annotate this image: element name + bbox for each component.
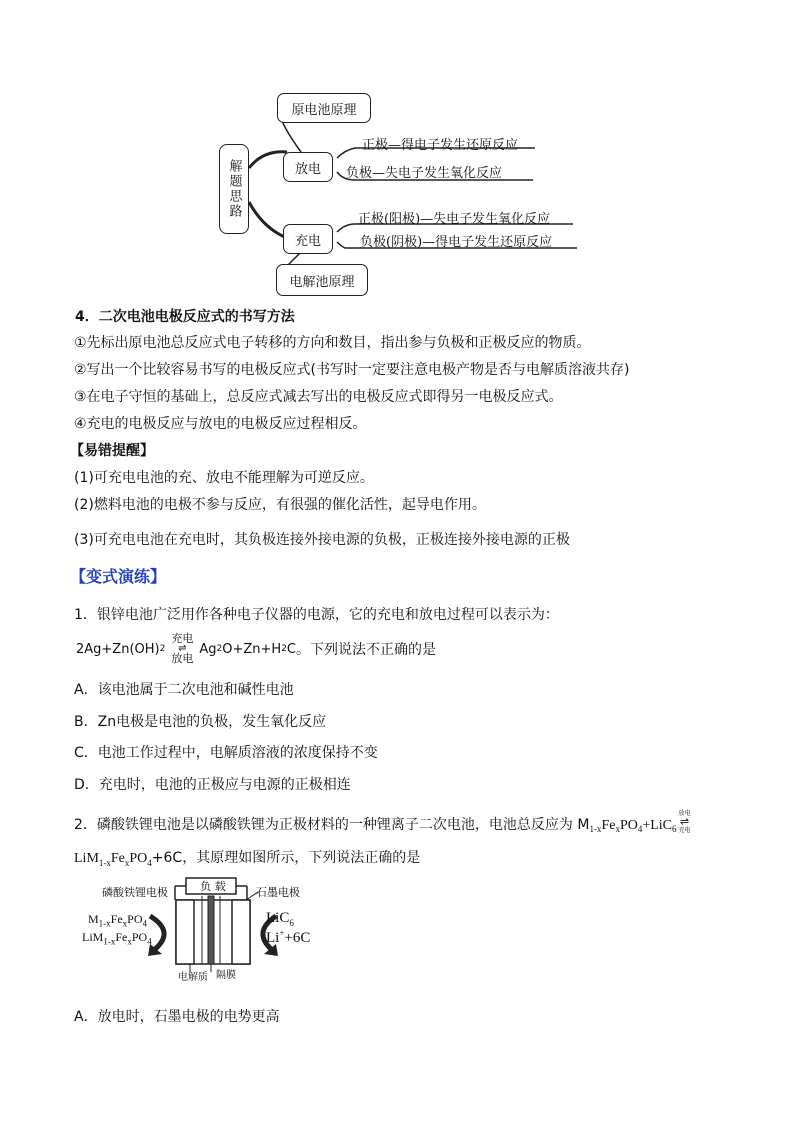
figure-right-top-text: LiC — [266, 910, 290, 926]
mindmap-connectors — [215, 90, 585, 300]
mindmap-root — [219, 144, 249, 234]
q2-stem-sub2: x — [615, 824, 620, 834]
q2-line2-sub2: x — [124, 857, 130, 868]
q2-line2-sub: 1-x — [98, 857, 111, 868]
method-step-1: ①先标出原电池总反应式电子转移的方向和数目，指出参与负极和正极反应的物质。 — [74, 335, 591, 351]
q1-eq-sub1: 2 — [159, 644, 166, 654]
q1-arrow-icon: ⇌ — [178, 643, 187, 654]
warning-item-2: (2)燃料电池的电极不参与反应，有很强的催化活性，起导电作用。 — [74, 497, 486, 513]
mindmap-primary-cell: 原电池原理 — [277, 93, 371, 123]
warning-item-1: (1)可充电电池的充、放电不能理解为可逆反应。 — [74, 470, 374, 486]
q2-stem-line — [74, 810, 691, 834]
method-step-3: ③在电子守恒的基础上，总反应式减去写出的电极反应式即得另一电极反应式。 — [74, 389, 563, 405]
q1-eq-right-b: O+Zn+H — [222, 641, 282, 657]
discharge-branch-1: 正极—得电子发生还原反应 — [362, 138, 519, 153]
q1-option-c: C．电池工作过程中，电解质溶液的浓度保持不变 — [74, 745, 378, 761]
q1-equation — [76, 632, 436, 666]
figure-load: 负 载 — [200, 880, 226, 893]
q1-eq-arrow — [171, 633, 193, 665]
figure-left-bottom: $LiM_{1-x}Fe_xPO_4$ — [82, 930, 152, 947]
method-step-2: ②写出一个比较容易书写的电极反应式(书写时一定要注意电极产物是否与电解质溶液共存) — [74, 362, 630, 378]
q2-stem-plus: +LiC — [642, 818, 673, 833]
charge-branch-2: 负极(阴极)—得电子发生还原反应 — [360, 235, 553, 250]
q1-option-b: B．Zn电极是电池的负极，发生氧化反应 — [74, 714, 327, 730]
q2-stem-sub3: 4 — [637, 824, 643, 834]
exercise-heading: 【变式演练】 — [70, 567, 167, 586]
q2-line2-b: Fe — [110, 851, 125, 866]
q2-line2-sub3: 4 — [147, 857, 152, 868]
figure-right-electrode: 石墨电极 — [256, 886, 300, 899]
figure-membrane: 隔膜 — [216, 970, 236, 981]
q2-arrow-bottom: 充电 — [678, 827, 691, 834]
q2-option-a: A．放电时，石墨电极的电势更高 — [74, 1009, 280, 1025]
mindmap-root-text: 解题思路 — [226, 159, 242, 219]
figure-electrolyte: 电解质 — [178, 972, 208, 983]
q2-arrow-icon: ⇌ — [679, 815, 690, 828]
q1-eq-sub2: 2 — [216, 644, 223, 654]
q2-stem-sub4: 6 — [672, 824, 677, 834]
q1-stem: 1．银锌电池广泛用作各种电子仪器的电源，它的充电和放电过程可以表示为： — [74, 607, 559, 623]
mindmap-discharge: 放电 — [283, 152, 333, 182]
figure-right-top: LiC$_6$ — [266, 910, 294, 928]
q1-option-a: A．该电池属于二次电池和碱性电池 — [74, 682, 294, 698]
method-heading: 4．二次电池电极反应式的书写方法 — [75, 309, 295, 325]
figure-right-bottom-text: Li — [266, 930, 280, 946]
q1-eq-bottom: 放电 — [171, 652, 194, 665]
q2-line2 — [74, 847, 420, 868]
q1-eq-sub3: 2 — [281, 644, 287, 654]
q2-stem-mid: Fe — [601, 818, 616, 833]
q2-arrow — [679, 810, 691, 834]
q1-eq-right-c: C — [286, 641, 296, 657]
q2-arrow-top: 放电 — [678, 810, 691, 817]
figure-left-top: $M_{1-x}Fe_xPO_4$ — [88, 912, 148, 929]
q1-eq-tail: 。下列说法不正确的是 — [296, 642, 436, 658]
q1-eq-left: 2Ag+Zn(OH) — [76, 641, 160, 657]
discharge-branch-2: 负极—失电子发生氧化反应 — [346, 166, 503, 181]
q2-line2-d: +6C，其原理如图所示，下列说法正确的是 — [151, 850, 421, 866]
battery-figure — [80, 876, 340, 982]
method-step-4: ④充电的电极反应与放电的电极反应过程相反。 — [74, 416, 367, 432]
warning-item-3: (3)可充电电池在充电时，其负极连接外接电源的负极，正极连接外接电源的正极 — [74, 532, 570, 548]
figure-left-electrode: 磷酸铁锂电极 — [102, 886, 168, 899]
figure-right-bottom-tail: +6C — [284, 930, 311, 946]
q1-eq-right-a: Ag — [199, 641, 217, 657]
q1-option-d: D．充电时，电池的正极应与电源的正极相连 — [74, 777, 351, 793]
mindmap-charge: 充电 — [283, 224, 333, 254]
q2-line2-a: LiM — [74, 851, 99, 866]
q2-stem-end: PO — [619, 818, 638, 833]
q2-stem-sub: 1-x — [589, 824, 602, 834]
figure-left-bottom-text: LiM — [82, 930, 104, 944]
q2-stem: 2．磷酸铁锂电池是以磷酸铁锂为正极材料的一种锂离子二次电池，电池总反应为 M — [74, 817, 590, 833]
mindmap-electrolytic-cell: 电解池原理 — [276, 264, 368, 296]
q1-eq-top: 充电 — [171, 632, 194, 645]
figure-right-bottom: Li++6C — [266, 928, 311, 946]
warning-heading: 【易错提醒】 — [70, 443, 154, 459]
q2-line2-c: PO — [129, 851, 148, 866]
figure-left-top-text: M — [88, 912, 99, 926]
charge-branch-1: 正极(阳极)—失电子发生氧化反应 — [358, 212, 551, 227]
